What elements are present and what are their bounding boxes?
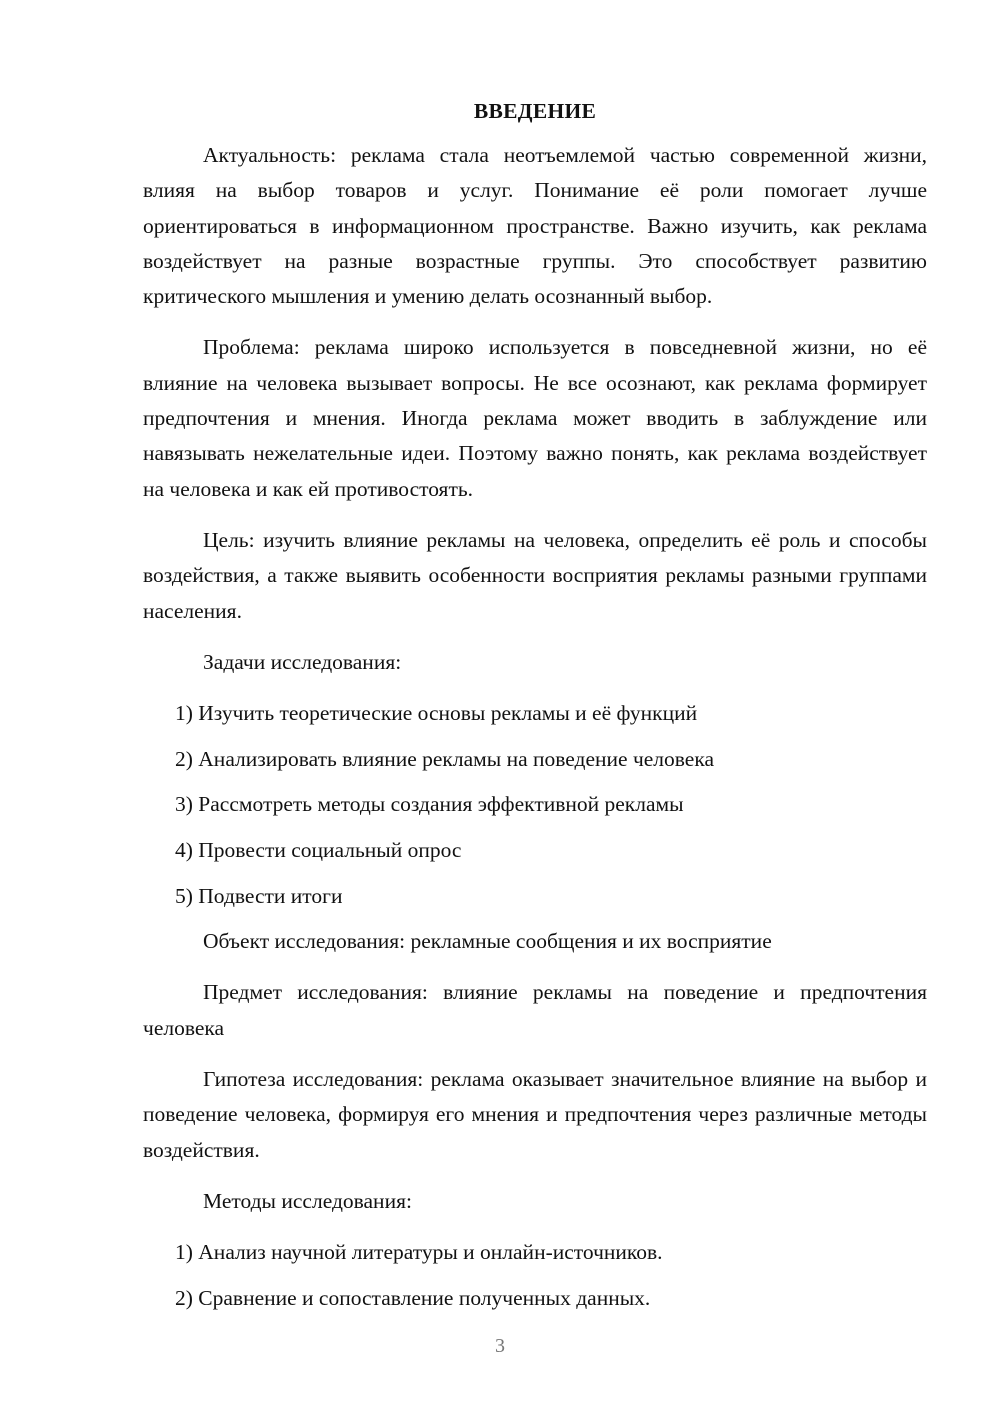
methods-heading: Методы исследования: [203,1188,412,1213]
task-item: 2) Анализировать влияние рекламы на поведение человека [175,746,715,771]
task-item: 1) Изучить теоретические основы рекламы и её функций [175,701,698,726]
page-number: 3 [495,1335,505,1357]
method-item: 1) Анализ научной литературы и онлайн-источников. [175,1240,663,1265]
hypothesis-paragraph: Гипотеза исследования: реклама оказывает значительное влияние на выбор и поведение человека, формируя его мнения и предпочтения через различные методы воздействия. [143,1067,927,1162]
problem-paragraph: Проблема: реклама широко используется в повседневной жизни, но её влияние на человека вызывает вопросы. Не все осознают, как реклама формирует предпочтения и мнения. Иногда реклама может вводить в заблуждение или навязывать нежелательные идеи. Поэтому важно понять, как реклама воздействует на человека и как ей противостоять. [143,335,927,501]
goal-paragraph: Цель: изучить влияние рекламы на человека, определить её роль и способы воздействия, а также выявить особенности восприятия рекламы разными группами населения. [143,527,927,623]
task-item: 4) Провести социальный опрос [175,837,462,862]
tasks-heading: Задачи исследования: [203,649,402,674]
page-title: ВВЕДЕНИЕ [473,99,597,123]
relevance-paragraph: Актуальность: реклама стала неотъемлемой частью современной жизни, влияя на выбор товаров и услуг. Понимание её роли помогает лучше ориентироваться в информационном пространстве. Важно изучить, как реклама воздействует на разные возрастные группы. Это способствует развитию критического мышления и умению делать осознанный выбор. [143,143,927,309]
text-column [143,96,927,1326]
object-paragraph: Объект исследования: рекламные сообщения и их восприятие [203,929,772,954]
methods-list [143,1235,927,1316]
method-item: 2) Сравнение и сопоставление полученных данных. [175,1285,651,1310]
subject-paragraph: Предмет исследования: влияние рекламы на поведение и предпочтения человека [143,980,927,1040]
task-item: 5) Подвести итоги [175,883,343,908]
task-item: 3) Рассмотреть методы создания эффективной рекламы [175,792,684,817]
tasks-list [143,696,927,914]
